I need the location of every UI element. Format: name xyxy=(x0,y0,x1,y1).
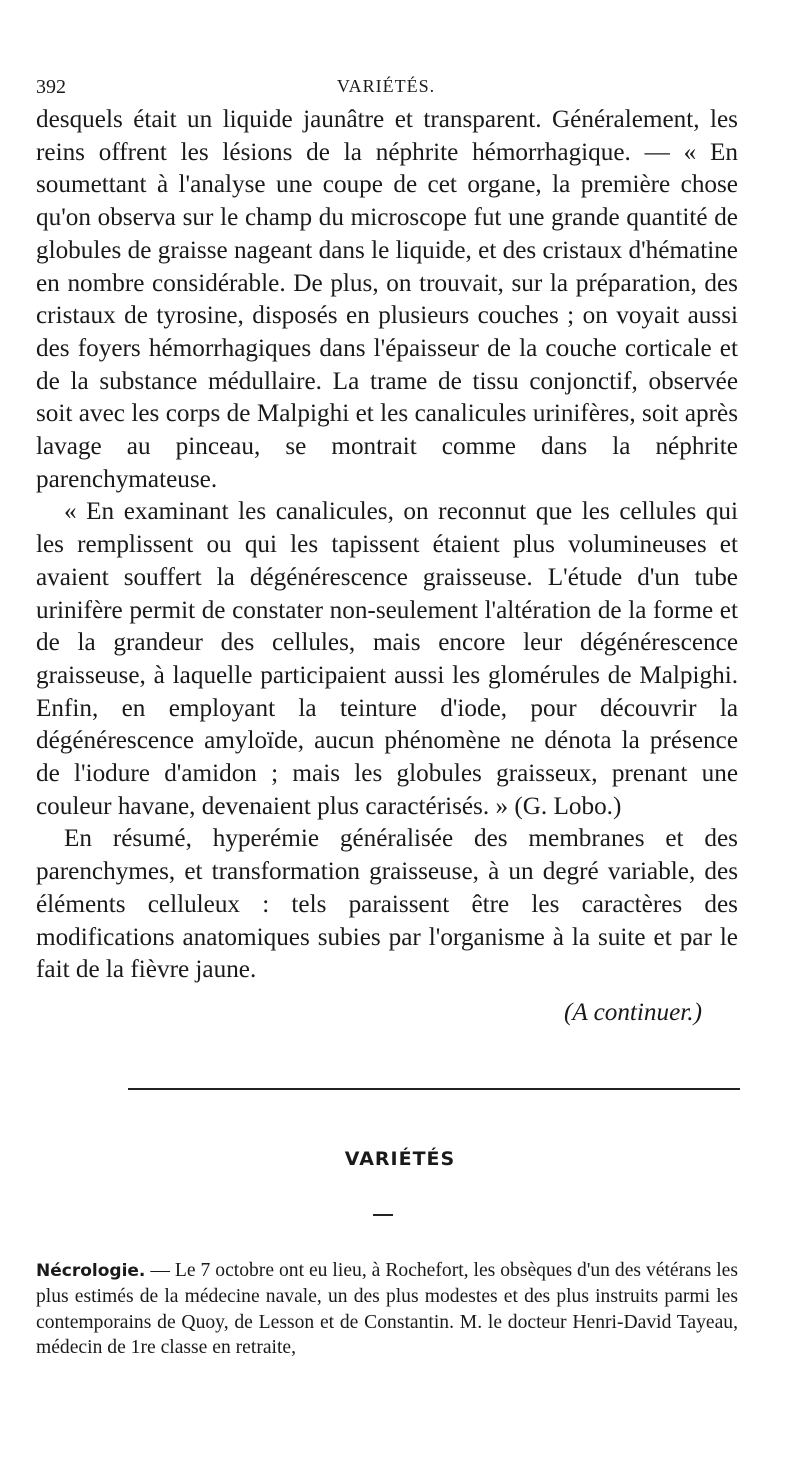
paragraph-1: desquels était un liquide jaunâtre et transparent. Généralement, les reins offrent les lésions de la néphrite hémorrhagique. — « En soumettant à l'analyse une coupe de cet organe, la première chose qu'on observa sur le champ du microscope fut une grande quantité de globules de graisse nageant dans le liquide, et des cristaux d'hématine en nombre considérable. De plus, on trouvait, sur la préparation, des cristaux de tyrosine, disposés en plusieurs couches ; on voyait aussi des foyers hémorrhagiques dans l'épaisseur de la couche corticale et de la substance médullaire. La trame de tissu conjonctif, observée soit avec les corps de Malpighi et les canalicules urinifères, soit après lavage au pinceau, se montrait comme dans la néphrite parenchymateuse. xyxy=(36,106,738,493)
paragraph-2: « En examinant les canalicules, on reconnut que les cellules qui les remplissent ou qui les tapissent étaient plus volumineuses et avaient souffert la dégénérescence graisseuse. L'étude d'un tube urinifère permit de constater non-seulement l'altération de la forme et de la grandeur des cellules, mais encore leur dégénérescence graisseuse, à laquelle participaient aussi les glomérules de Malpighi. Enfin, en employant la teinture d'iode, pour découvrir la dégénérescence amyloïde, aucun phénomène ne dénota la présence de l'iodure d'amidon ; mais les globules graisseux, prenant une couleur havane, devenaient plus caractérisés. » (G. Lobo.) xyxy=(36,498,738,820)
body-text xyxy=(36,104,738,1030)
necrology-section xyxy=(36,1258,738,1360)
section-title: VARIÉTÉS xyxy=(344,1148,456,1170)
page-number: 392 xyxy=(36,76,66,98)
paragraph-3: En résumé, hyperémie généralisée des membranes et des parenchymes, et transformation graisseuse, à un degré variable, des éléments celluleux : tels paraissent être les caractères des modifications anatomiques subies par l'organisme à la suite et par le fait de la fièvre jaune. xyxy=(36,825,738,984)
necrology-text: — Le 7 octobre ont eu lieu, à Rochefort, les obsèques d'un des vétérans les plus estimés de la médecine navale, un des plus modestes et des plus instruits parmi les contemporains de Quoy, de Lesson et de Constantin. M. le docteur Henri-David Tayeau, médecin de 1re classe en retraite, xyxy=(36,1260,738,1358)
necrology-heading: Nécrologie. xyxy=(36,1261,146,1281)
running-title: VARIÉTÉS. xyxy=(336,76,436,96)
to-be-continued: (A continuer.) xyxy=(563,998,702,1026)
short-divider xyxy=(373,1214,393,1216)
section-divider xyxy=(128,1088,740,1090)
page-header xyxy=(36,76,736,100)
necrology-paragraph xyxy=(36,1258,738,1360)
